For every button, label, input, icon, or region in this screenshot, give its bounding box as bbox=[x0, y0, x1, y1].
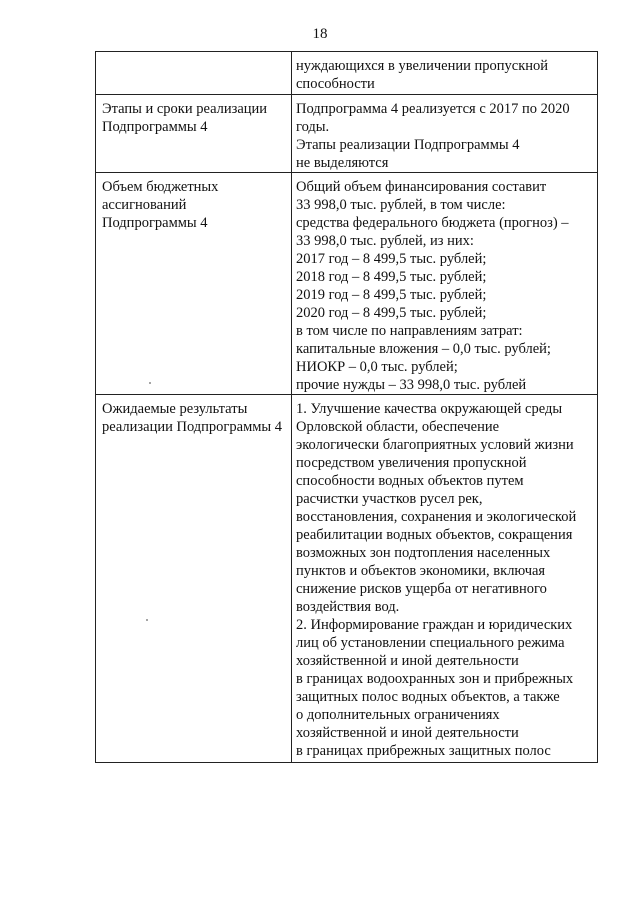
text-line: прочие нужды – 33 998,0 тыс. рублей bbox=[296, 377, 527, 393]
text-line: хозяйственной и иной деятельности bbox=[296, 653, 519, 669]
text-line: 2018 год – 8 499,5 тыс. рублей; bbox=[296, 269, 487, 285]
text-line: Подпрограмма 4 реализуется с 2017 по 2020 bbox=[296, 101, 570, 117]
text-line: реабилитации водных объектов, сокращения bbox=[296, 527, 573, 543]
text-line: 2019 год – 8 499,5 тыс. рублей; bbox=[296, 287, 487, 303]
text-line: в границах водоохранных зон и прибрежных bbox=[296, 671, 574, 687]
row-value-cell bbox=[292, 95, 598, 173]
row-value bbox=[292, 395, 597, 760]
row-label bbox=[96, 395, 291, 436]
text-line: воздействия вод. bbox=[296, 599, 400, 615]
table-row-continuation bbox=[96, 52, 598, 95]
text-line: экологически благоприятных условий жизни bbox=[296, 437, 574, 453]
text-line: Общий объем финансирования составит bbox=[296, 179, 547, 195]
row-label bbox=[96, 173, 291, 232]
table-row-stages bbox=[96, 95, 598, 173]
text-line: лиц об установлении специального режима bbox=[296, 635, 565, 651]
text-line: в том числе по направлениям затрат: bbox=[296, 323, 523, 339]
row-label-cell bbox=[96, 395, 292, 763]
text-line: не выделяются bbox=[296, 155, 389, 171]
text-line: 1. Улучшение качества окружающей среды bbox=[296, 401, 563, 417]
subprogram-passport-table bbox=[95, 51, 598, 763]
table-row-expected-results bbox=[96, 395, 598, 763]
table-row-budget bbox=[96, 173, 598, 395]
row-label bbox=[96, 52, 291, 57]
text-line: 2020 год – 8 499,5 тыс. рублей; bbox=[296, 305, 487, 321]
text-line: способности bbox=[296, 76, 375, 92]
text-line: Этапы реализации Подпрограммы 4 bbox=[296, 137, 520, 153]
text-line: способности водных объектов путем bbox=[296, 473, 524, 489]
text-line: Объем бюджетных bbox=[102, 179, 219, 195]
row-label-cell bbox=[96, 95, 292, 173]
scan-speck bbox=[146, 619, 148, 621]
text-line: снижение рисков ущерба от негативного bbox=[296, 581, 547, 597]
text-line: годы. bbox=[296, 119, 330, 135]
page-number: 18 bbox=[312, 26, 328, 42]
text-line: защитных полос водных объектов, а также bbox=[296, 689, 560, 705]
text-line: НИОКР – 0,0 тыс. рублей; bbox=[296, 359, 458, 375]
text-line: 33 998,0 тыс. рублей, в том числе: bbox=[296, 197, 506, 213]
row-label-cell bbox=[96, 52, 292, 95]
text-line: Ожидаемые результаты bbox=[102, 401, 248, 417]
text-line: нуждающихся в увеличении пропускной bbox=[296, 58, 549, 74]
text-line: хозяйственной и иной деятельности bbox=[296, 725, 519, 741]
text-line: в границах прибрежных защитных полос bbox=[296, 743, 551, 759]
text-line: 2017 год – 8 499,5 тыс. рублей; bbox=[296, 251, 487, 267]
text-line: расчистки участков русел рек, bbox=[296, 491, 483, 507]
text-line: Подпрограммы 4 bbox=[102, 215, 208, 231]
scan-speck bbox=[149, 382, 151, 384]
text-line: о дополнительных ограничениях bbox=[296, 707, 500, 723]
row-value-cell bbox=[292, 173, 598, 395]
row-value-cell bbox=[292, 395, 598, 763]
text-line: реализации Подпрограммы 4 bbox=[102, 419, 283, 435]
text-line: капитальные вложения – 0,0 тыс. рублей; bbox=[296, 341, 551, 357]
text-line: Орловской области, обеспечение bbox=[296, 419, 500, 435]
text-line: ассигнований bbox=[102, 197, 187, 213]
text-line: 2. Информирование граждан и юридических bbox=[296, 617, 573, 633]
row-label-cell bbox=[96, 173, 292, 395]
row-value bbox=[292, 173, 597, 394]
text-line: возможных зон подтопления населенных bbox=[296, 545, 551, 561]
text-line: восстановления, сохранения и экологической bbox=[296, 509, 577, 525]
text-line: средства федерального бюджета (прогноз) – bbox=[296, 215, 569, 231]
text-line: Подпрограммы 4 bbox=[102, 119, 208, 135]
text-line: Этапы и сроки реализации bbox=[102, 101, 268, 117]
row-value bbox=[292, 52, 597, 93]
text-line: пунктов и объектов экономики, включая bbox=[296, 563, 546, 579]
text-line: посредством увеличения пропускной bbox=[296, 455, 527, 471]
row-label bbox=[96, 95, 291, 136]
text-line: 33 998,0 тыс. рублей, из них: bbox=[296, 233, 474, 249]
row-value bbox=[292, 95, 597, 172]
row-value-cell bbox=[292, 52, 598, 95]
